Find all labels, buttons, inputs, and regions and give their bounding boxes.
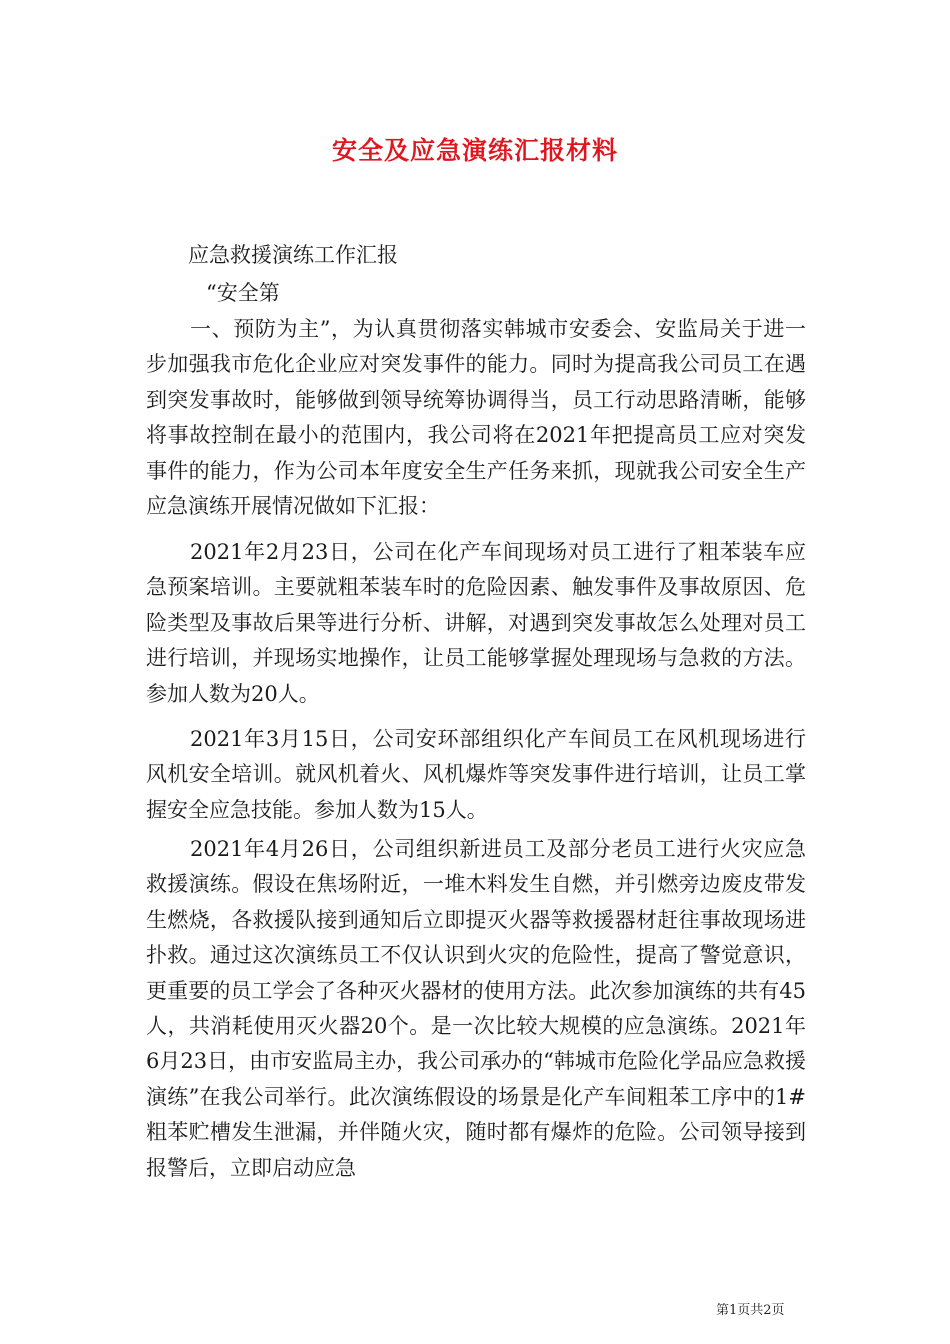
page-indicator: 第1页共2页: [716, 1303, 785, 1318]
paragraph-feb-training: 2021年2月23日，公司在化产车间现场对员工进行了粗苯装车应急预案培训。主要就粗苯装车时的危险因素、触发事件及事故原因、危险类型及事故后果等进行分析、讲解，对遇到突发事故怎么处理对员工进行培训，并现场实地操作，让员工能够掌握处理现场与急救的方法。参加人数为20人。: [146, 540, 806, 706]
section-heading: 应急救援演练工作汇报: [188, 243, 398, 267]
paragraph-mar-training: 2021年3月15日，公司安环部组织化产车间员工在风机现场进行风机安全培训。就风机着火、风机爆炸等突发事件进行培训，让员工掌握安全应急技能。参加人数为15人。: [146, 727, 806, 822]
paragraph-apr-drill: 2021年4月26日，公司组织新进员工及部分老员工进行火灾应急救援演练。假设在焦场附近，一堆木料发生自燃，并引燃旁边废皮带发生燃烧，各救援队接到通知后立即提灭火器等救援器材赶往事故现场进扑救。通过这次演练员工不仅认识到火灾的危险性，提高了警觉意识，更重要的员工学会了各种灭火器材的使用方法。此次参加演练的共有45人，共消耗使用灭火器20个。是一次比较大规模的应急演练。2021年6月23日，由市安监局主办，我公司承办的“韩城市危险化学品应急救援演练”在我公司举行。此次演练假设的场景是化产车间粗苯工序中的1#粗苯贮槽发生泄漏，并伴随火灾，随时都有爆炸的危险。公司领导接到报警后，立即启动应急: [146, 837, 806, 1180]
document-title: 安全及应急演练汇报材料: [331, 136, 618, 165]
quote-line: “安全第: [206, 281, 280, 305]
paragraph-intro: 一、预防为主”，为认真贯彻落实韩城市安委会、安监局关于进一步加强我市危化企业应对突发事件的能力。同时为提高我公司员工在遇到突发事故时，能够做到领导统筹协调得当，员工行动思路清晰，能够将事故控制在最小的范围内，我公司将在2021年把提高员工应对突发事件的能力，作为公司本年度安全生产任务来抓，现就我公司安全生产应急演练开展情况做如下汇报：: [146, 317, 806, 519]
